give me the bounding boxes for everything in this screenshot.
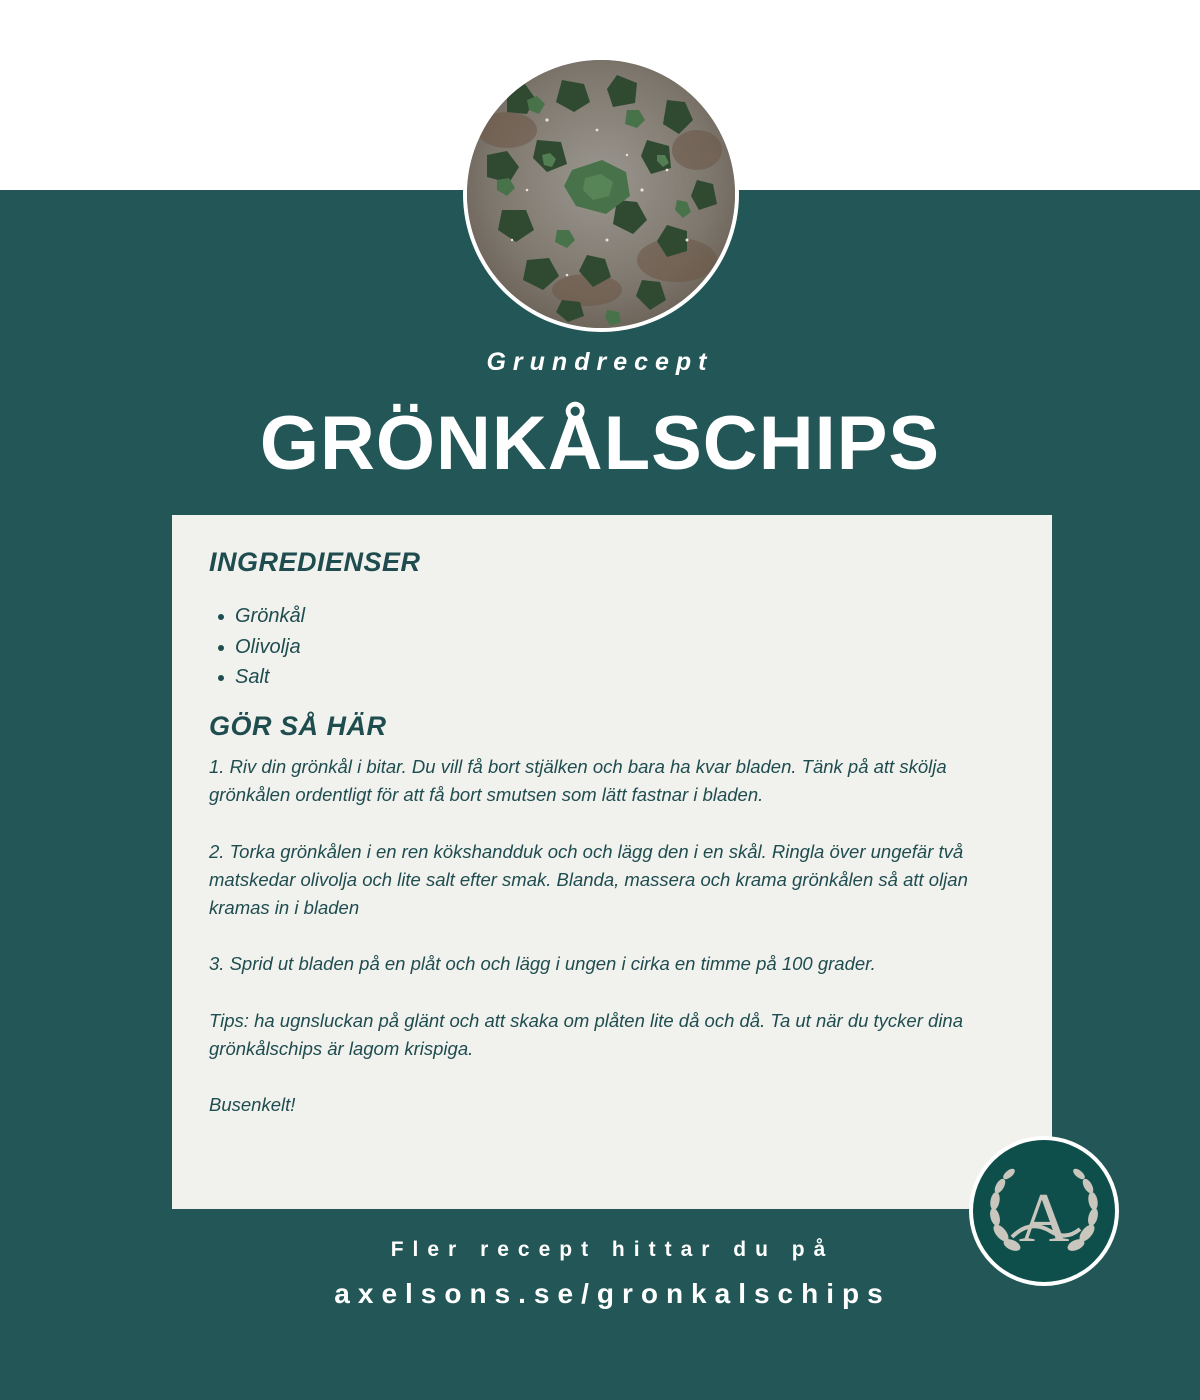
kale-chips-photo: [463, 56, 739, 332]
logo-letter: A: [1018, 1180, 1070, 1257]
ingredients-heading: INGREDIENSER: [209, 547, 421, 577]
instructions-body: [209, 753, 969, 1148]
footer-url-link[interactable]: axelsons.se/gronkalschips: [334, 1278, 891, 1309]
list-item: Olivolja: [209, 632, 305, 663]
list-item: Grönkål: [209, 601, 305, 632]
instructions-heading: GÖR SÅ HÄR: [209, 711, 387, 741]
axelsons-logo: [968, 1135, 1120, 1287]
recipe-card: [172, 515, 1052, 1209]
ingredients-list: [209, 601, 305, 693]
instruction-step-3: 3. Sprid ut bladen på en plåt och och lägg i ungen i cirka en timme på 100 grader.: [209, 953, 876, 975]
recipe-subtitle: Grundrecept: [486, 348, 714, 376]
footer-more-recipes: Fler recept hittar du på: [390, 1238, 835, 1261]
closing-text: Busenkelt!: [209, 1094, 296, 1116]
instruction-step-2: 2. Torka grönkålen i en ren kökshandduk och och lägg den i en skål. Ringla över ungefär två matskedar olivolja och lite salt efter smak. Blanda, massera och krama grönkålen så att oljan kramas in i bladen: [209, 840, 968, 918]
list-item: Salt: [209, 662, 305, 693]
tips-text: Tips: ha ugnsluckan på glänt och att skaka om plåten lite då och då. Ta ut när du tycker dina grönkålschips är lagom krispiga.: [209, 1009, 964, 1059]
recipe-title: GRÖNKÅLSCHIPS: [259, 401, 941, 486]
instruction-step-1: 1. Riv din grönkål i bitar. Du vill få bort stjälken och bara ha kvar bladen. Tänk på att skölja grönkålen ordentligt för att få bort smutsen som lätt fastnar i bladen.: [209, 756, 947, 806]
